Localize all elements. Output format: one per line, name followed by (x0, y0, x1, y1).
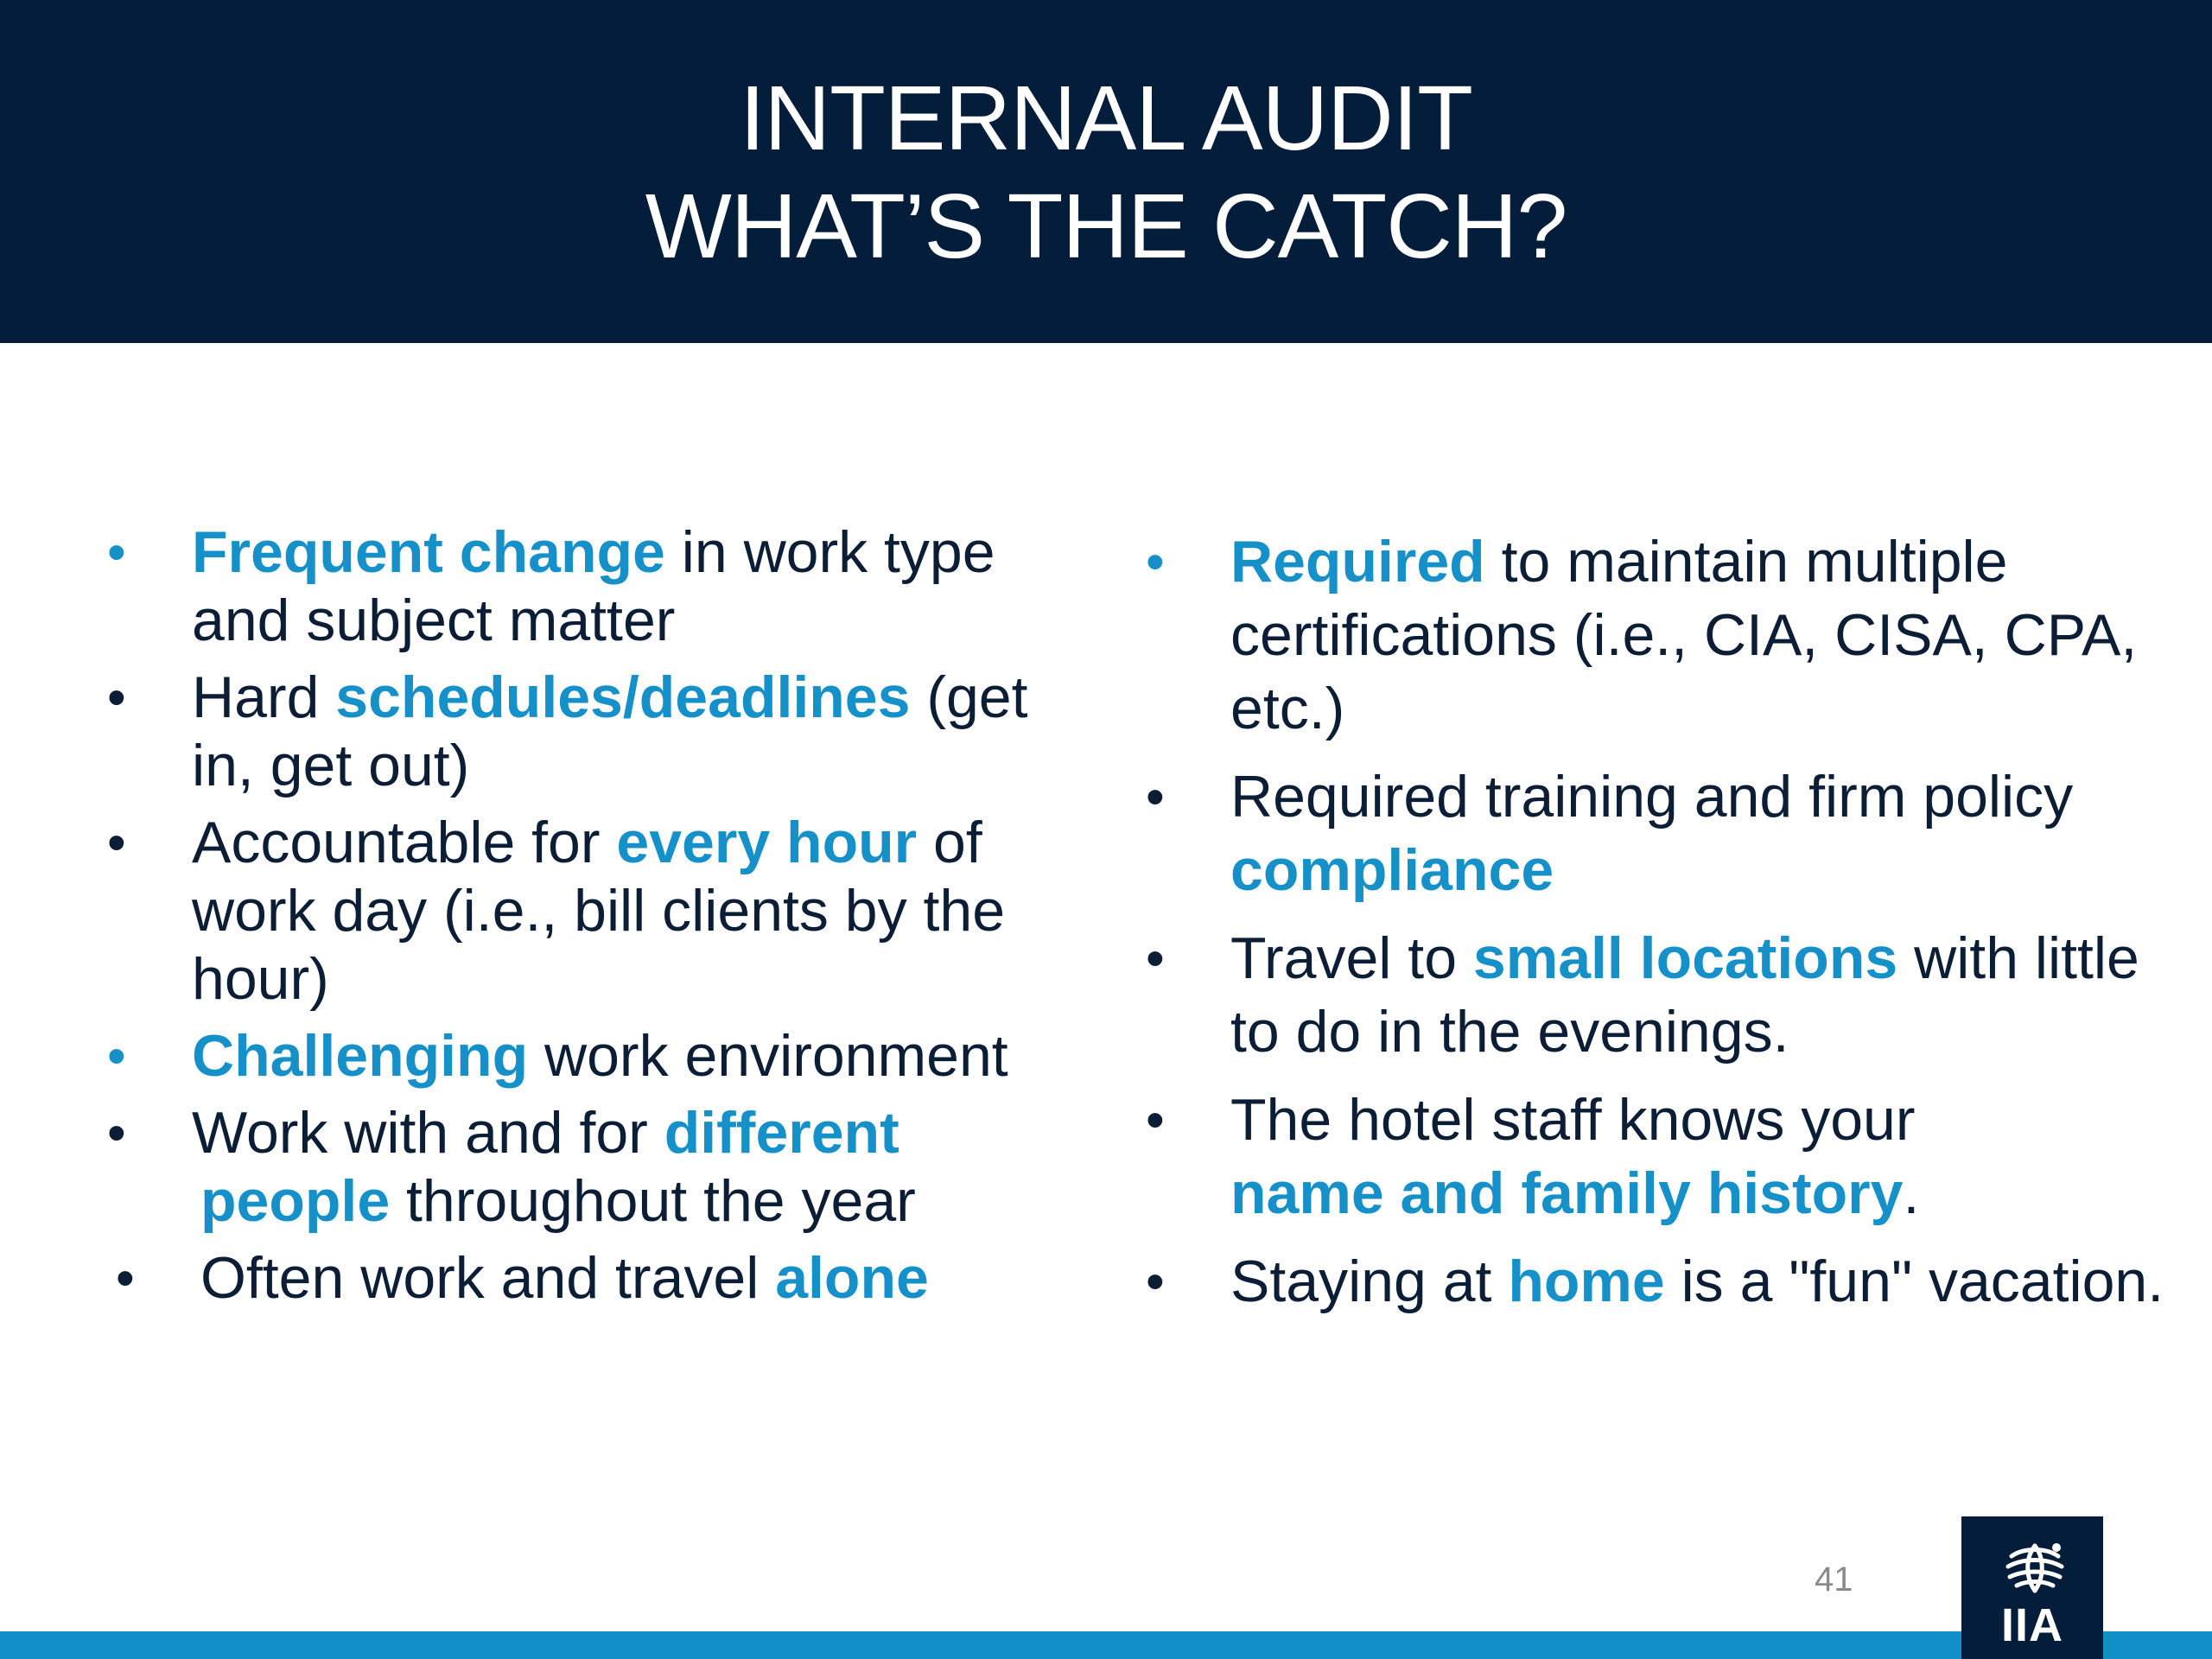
highlight-text: every hour (616, 810, 918, 875)
bullet-icon: • (107, 813, 126, 873)
bullet-icon: • (107, 668, 126, 728)
item-text: to maintain multiple certifications (i.e., CIA, CISA, CPA, etc.) (1230, 529, 2138, 741)
page-number: 41 (1815, 1560, 1853, 1599)
item-text: Work with and for (192, 1100, 664, 1166)
item-text: Travel to (1230, 925, 1473, 991)
item-text: of work day (i.e., bill clients by the hour) (192, 810, 1006, 1012)
item-text: (get in, get out) (192, 664, 1028, 798)
bullet-icon: • (107, 1027, 126, 1086)
highlight-text: alone (775, 1245, 929, 1311)
bullet-icon: • (116, 1249, 135, 1308)
list-item (1037, 1084, 2195, 1230)
title-line-2: WHAT’S THE CATCH? (645, 175, 1567, 277)
highlight-text: different (664, 1100, 899, 1166)
item-text: with little to do in the evenings. (1230, 925, 2139, 1065)
highlight-text: Challenging (192, 1023, 529, 1089)
list-item (0, 1099, 1089, 1236)
logo-text: IIA (2000, 1599, 2063, 1651)
item-text: Hard (192, 664, 336, 730)
item-text: The hotel staff knows your (1230, 1087, 1916, 1153)
highlight-text: compliance (1230, 837, 1554, 903)
highlight-text: small locations (1472, 925, 1898, 991)
item-text: in work type and subject matter (192, 519, 995, 653)
right-bullet-list (1037, 518, 2195, 1333)
list-item (0, 809, 1089, 1014)
left-bullet-list (0, 518, 1089, 1321)
highlight-text: Frequent change (192, 519, 665, 585)
list-item (1037, 1245, 2195, 1319)
item-text: . (1903, 1160, 1920, 1226)
highlight-text: schedules/deadlines (335, 664, 911, 730)
bullet-icon: • (1146, 929, 1165, 988)
bullet-icon: • (1146, 1090, 1165, 1150)
slide-title (0, 65, 2212, 281)
bullet-icon: • (1146, 532, 1165, 592)
list-item (0, 1022, 1089, 1090)
item-text: is a "fun" vacation. (1664, 1249, 2164, 1314)
list-item (0, 518, 1089, 655)
title-line-1: INTERNAL AUDIT (740, 67, 1472, 169)
bullet-icon: • (1146, 767, 1165, 827)
highlight-text: name and family history (1230, 1160, 1904, 1226)
bullet-icon: • (107, 523, 126, 582)
highlight-text: home (1508, 1249, 1665, 1314)
globe-icon (2005, 1541, 2065, 1594)
list-item (0, 1244, 1089, 1313)
list-item (0, 664, 1089, 800)
item-text: throughout the year (390, 1168, 916, 1234)
bullet-icon: • (1146, 1252, 1165, 1312)
item-text: work environment (528, 1023, 1008, 1089)
iia-logo (1961, 1516, 2103, 1659)
list-item (1037, 760, 2195, 907)
highlight-text: people (200, 1168, 391, 1234)
item-text: Staying at (1230, 1249, 1509, 1314)
list-item (1037, 922, 2195, 1069)
item-text: Often work and travel (200, 1245, 776, 1311)
footer-bar (0, 1631, 2212, 1659)
bullet-icon: • (107, 1103, 126, 1163)
list-item (1037, 525, 2195, 746)
item-text: Accountable for (192, 810, 617, 875)
item-text: Required training and firm policy (1230, 764, 2074, 830)
highlight-text: Required (1230, 529, 1485, 594)
